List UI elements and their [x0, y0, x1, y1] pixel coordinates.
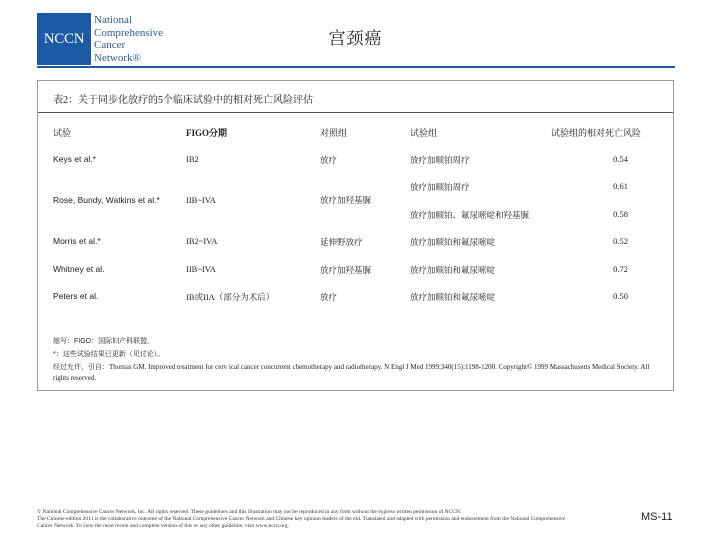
figo-stage: IIB~IVA	[186, 264, 216, 274]
figo-stage: IB2	[186, 154, 199, 164]
header-control: 对照组	[320, 128, 348, 138]
figo-stage: IB或IIA（部分为术后）	[186, 292, 275, 302]
trial-name: Peters et al.	[53, 291, 99, 301]
table-panel	[37, 80, 674, 391]
trial-name: Keys et al.*	[53, 154, 96, 164]
header-trial: 试验	[53, 128, 72, 138]
header-experimental: 试验组	[410, 128, 438, 138]
control-arm: 放疗加羟基脲	[320, 195, 372, 205]
logo-line: Network®	[94, 51, 141, 64]
figo-stage: IB2~IVA	[186, 236, 218, 246]
experimental-arm: 放疗加顺铂和氟尿嘧啶	[410, 292, 496, 302]
relative-risk: 0.61	[613, 181, 628, 191]
relative-risk: 0.52	[613, 236, 628, 246]
title-divider	[38, 112, 673, 113]
logo-abbr: NCCN	[37, 13, 91, 65]
footnote-abbreviations: 缩写：FIGO：国际妇产科联盟。	[53, 338, 155, 345]
experimental-arm: 放疗加顺铂和氟尿嘧啶	[410, 265, 496, 275]
experimental-arm: 放疗加顺铂周疗	[410, 155, 470, 165]
trial-name: Rose, Bundy, Watkins et al.*	[53, 195, 160, 205]
logo-line: Comprehensive	[94, 26, 164, 39]
page-number: MS-11	[641, 511, 673, 523]
footer-line: © National Comprehensive Cancer Network, Inc. All rights reserved. These guidelines and this illustration may not be reproduced in any form without the express written permission of NCCN.	[37, 509, 462, 515]
header-relative-risk: 试验组的相对死亡风险	[551, 128, 642, 138]
control-arm: 延伸野放疗	[320, 237, 363, 247]
footnote-asterisk: *：这些试验结果已更新（见讨论）。	[53, 351, 165, 358]
footer-line: Cancer Network. To view the most recent and complete version of this or any other guideline, visit www.nccn.org.	[37, 523, 289, 530]
header-divider	[37, 66, 675, 68]
relative-risk: 0.50	[613, 291, 628, 301]
experimental-arm: 放疗加顺铂和氟尿嘧啶	[410, 237, 496, 247]
control-arm: 放疗	[320, 292, 338, 302]
control-arm: 放疗	[320, 155, 338, 165]
trial-name: Whitney et al.	[53, 264, 105, 274]
control-arm: 放疗加羟基脲	[320, 265, 372, 275]
relative-risk: 0.58	[613, 209, 628, 219]
figo-stage: IIB~IVA	[186, 195, 216, 205]
footnote-citation: 经过允许，引自：Thomas GM. Improved treatment for cerv ical cancer concurrent chemotherapy and radiotherapy. N Engl J Med 1999;340(15):1198-1200. Copyright© 1999 Massachusetts Medical Society. All rights reserved.	[53, 363, 650, 382]
relative-risk: 0.54	[613, 154, 628, 164]
footer-line: The Chinese edition 2011 is the collaborative outcome of the National Comprehensive Cancer Network and Chinese key opinion leaders of the eld. Translated and adapted with permission and endorsement from the National Comprehensive	[37, 516, 566, 523]
logo-line: National	[94, 14, 132, 26]
header-figo: FIGO分期	[186, 128, 228, 138]
copyright-footer	[37, 509, 637, 531]
logo-line: Cancer	[94, 39, 126, 51]
relative-risk: 0.72	[613, 264, 628, 274]
table-title: 表2：关于同步化放疗的5个临床试验中的相对死亡风险评估	[53, 95, 313, 106]
trial-name: Morris et al.*	[53, 236, 101, 246]
experimental-arm: 放疗加顺铂周疗	[410, 182, 470, 192]
experimental-arm: 放疗加顺铂、氟尿嘧啶和羟基脲	[410, 210, 530, 220]
page-title: 宫颈癌	[328, 29, 383, 48]
